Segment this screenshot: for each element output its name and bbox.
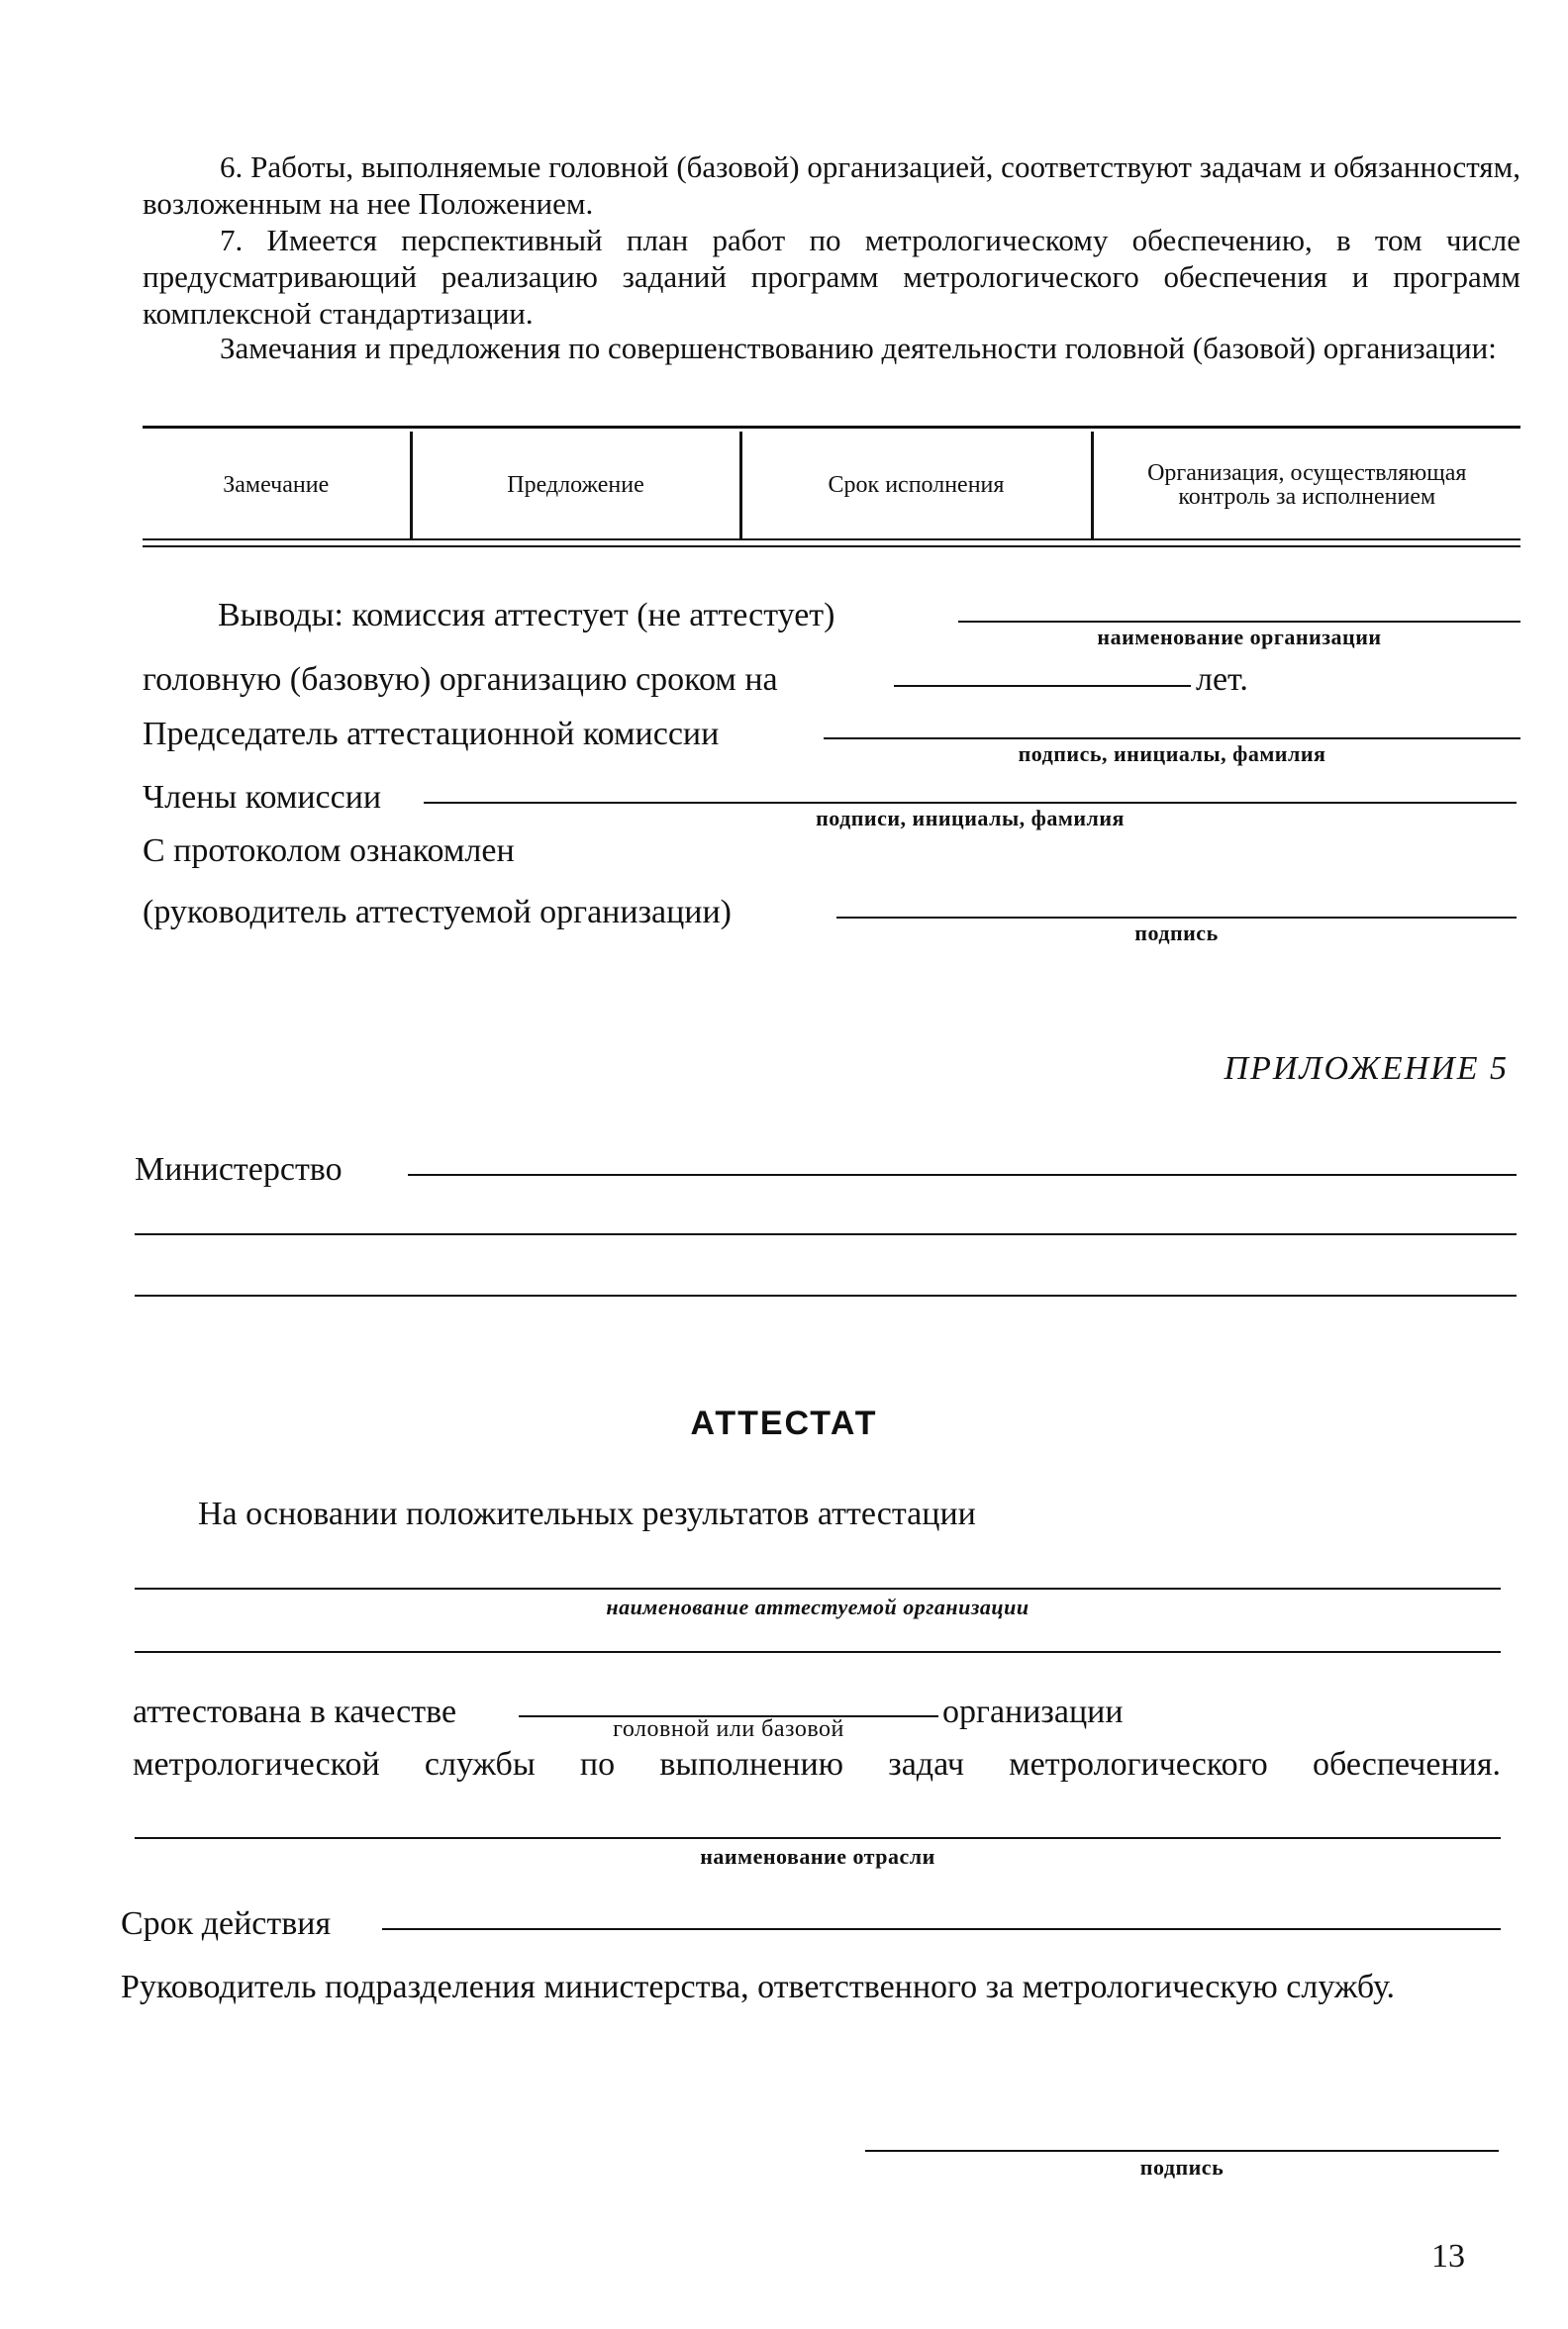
members-label: Члены комиссии xyxy=(143,779,382,816)
certified-prefix: аттестована в качестве xyxy=(133,1694,457,1730)
final-signature-field xyxy=(865,2150,1499,2152)
table-bottom-rule-1 xyxy=(143,538,1520,540)
term-years-field xyxy=(894,685,1191,687)
conclusion-line: Выводы: комиссия аттестует (не аттестует) xyxy=(218,597,835,633)
chairman-caption: подпись, инициалы, фамилия xyxy=(1018,741,1326,766)
ministry-label: Министерство xyxy=(135,1151,343,1188)
org-name-caption: наименование организации xyxy=(1097,625,1382,649)
branch-caption: наименование отрасли xyxy=(700,1844,935,1869)
header-deadline: Срок исполнения xyxy=(740,432,1092,538)
basis-text: На основании положительных результатов аттестации xyxy=(198,1496,976,1532)
certificate-title: АТТЕСТАТ xyxy=(690,1405,878,1442)
validity-field xyxy=(382,1928,1501,1930)
remarks-table xyxy=(143,432,1520,538)
certified-org-field xyxy=(135,1588,1501,1590)
head-signature-field xyxy=(836,917,1517,919)
final-signature-caption: подпись xyxy=(1139,2155,1225,2180)
chairman-signature-field xyxy=(824,737,1520,739)
ministry-field-1 xyxy=(408,1174,1517,1176)
ministry-field-3 xyxy=(135,1295,1517,1297)
term-prefix: головную (базовую) организацию сроком на xyxy=(143,661,778,698)
term-suffix: лет. xyxy=(1196,661,1248,698)
table-top-rule xyxy=(143,426,1520,429)
ministry-field-2 xyxy=(135,1233,1517,1235)
remarks-table-header xyxy=(143,432,1520,538)
appendix-label: ПРИЛОЖЕНИЕ 5 xyxy=(1224,1050,1509,1087)
members-caption: подписи, инициалы, фамилия xyxy=(816,806,1125,830)
table-bottom-rule-2 xyxy=(143,545,1520,547)
certified-org-field-2 xyxy=(135,1651,1501,1653)
head-caption: подпись xyxy=(1134,921,1219,945)
header-remark: Замечание xyxy=(223,472,330,498)
validity-label: Срок действия xyxy=(121,1905,332,1942)
certified-org-caption: наименование аттестуемой организации xyxy=(606,1595,1029,1619)
service-line: метрологической службы по выполнению задач метрологического обеспечения. xyxy=(133,1746,1501,1783)
paragraph-7: 7. Имеется перспективный план работ по метрологическому обеспечению, в том числе предусматривающий реализацию заданий программ метрологического обеспечения и программ комплексной стандартизации. xyxy=(143,223,1520,331)
paragraph-6: 6. Работы, выполняемые головной (базовой) организацией, соответствуют задачам и обязанностям, возложенным на нее Положением. xyxy=(143,149,1520,221)
header-control-org: Организация, осуществляющая контроль за исполнением xyxy=(1092,432,1520,538)
certified-suffix: организации xyxy=(942,1694,1124,1730)
remarks-intro: Замечания и предложения по совершенствованию деятельности головной (базовой) организации: xyxy=(220,331,1497,365)
chairman-label: Председатель аттестационной комиссии xyxy=(143,716,720,752)
head-label: (руководитель аттестуемой организации) xyxy=(143,894,732,930)
page-number: 13 xyxy=(1431,2238,1465,2275)
members-signature-field xyxy=(424,802,1517,804)
certified-type-caption: головной или базовой xyxy=(613,1716,844,1742)
acquainted-label: С протоколом ознакомлен xyxy=(143,832,515,869)
department-head-text: Руководитель подразделения министерства, ответственного за метрологическую службу. xyxy=(121,1969,1396,2005)
header-proposal: Предложение xyxy=(411,432,740,538)
org-name-field xyxy=(958,621,1520,623)
branch-field xyxy=(135,1837,1501,1839)
